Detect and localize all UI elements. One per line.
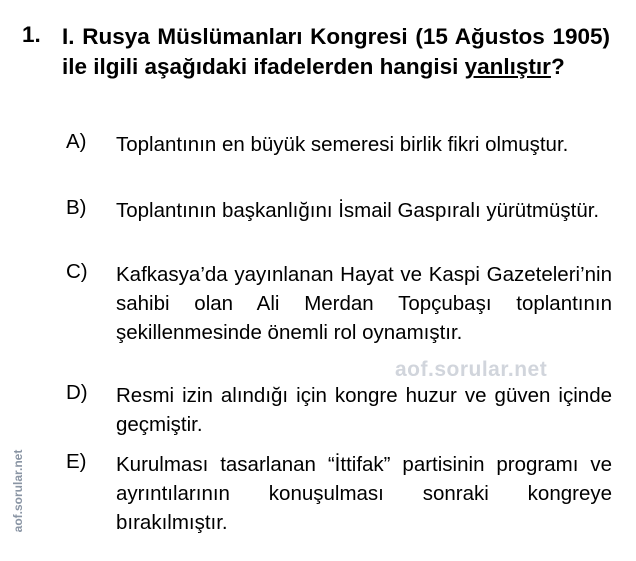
option-c-text[interactable]: Kafkasya’da yayınlanan Hayat ve Kaspi Gazeteleri’nin sahibi olan Ali Merdan Topçubaşı toplantının şekillenmesinde önemli rol oynamıştır. [116,263,612,344]
option-a-text[interactable]: Toplantının en büyük semeresi birlik fikri olmuştur. [116,133,569,156]
option-e-letter[interactable]: E) [66,450,87,473]
option-e-text[interactable]: Kurulması tasarlanan “İttifak” partisinin programı ve ayrıntılarının konuşulması sonraki kongreye bırakılmıştır. [116,453,612,534]
option-c-letter[interactable]: C) [66,260,88,283]
side-watermark: aof.sorular.net [11,449,25,533]
option-b-letter[interactable]: B) [66,196,87,219]
watermark: aof.sorular.net [395,358,548,381]
question-emphasis: yanlıştır [464,54,551,79]
question-number: 1. [22,22,41,47]
option-a-letter[interactable]: A) [66,130,87,153]
option-b-text[interactable]: Toplantının başkanlığını İsmail Gaspıralı yürütmüştür. [116,199,600,222]
option-d-text[interactable]: Resmi izin alındığı için kongre huzur ve güven içinde geçmiştir. [116,384,612,436]
question-text [62,22,610,82]
option-d-letter[interactable]: D) [66,381,88,404]
question-end: ? [550,54,565,79]
question-main-text: I. Rusya Müslümanları Kongresi (15 Ağustos 1905) ile ilgili aşağıdaki ifadelerden hangisi [62,24,610,79]
